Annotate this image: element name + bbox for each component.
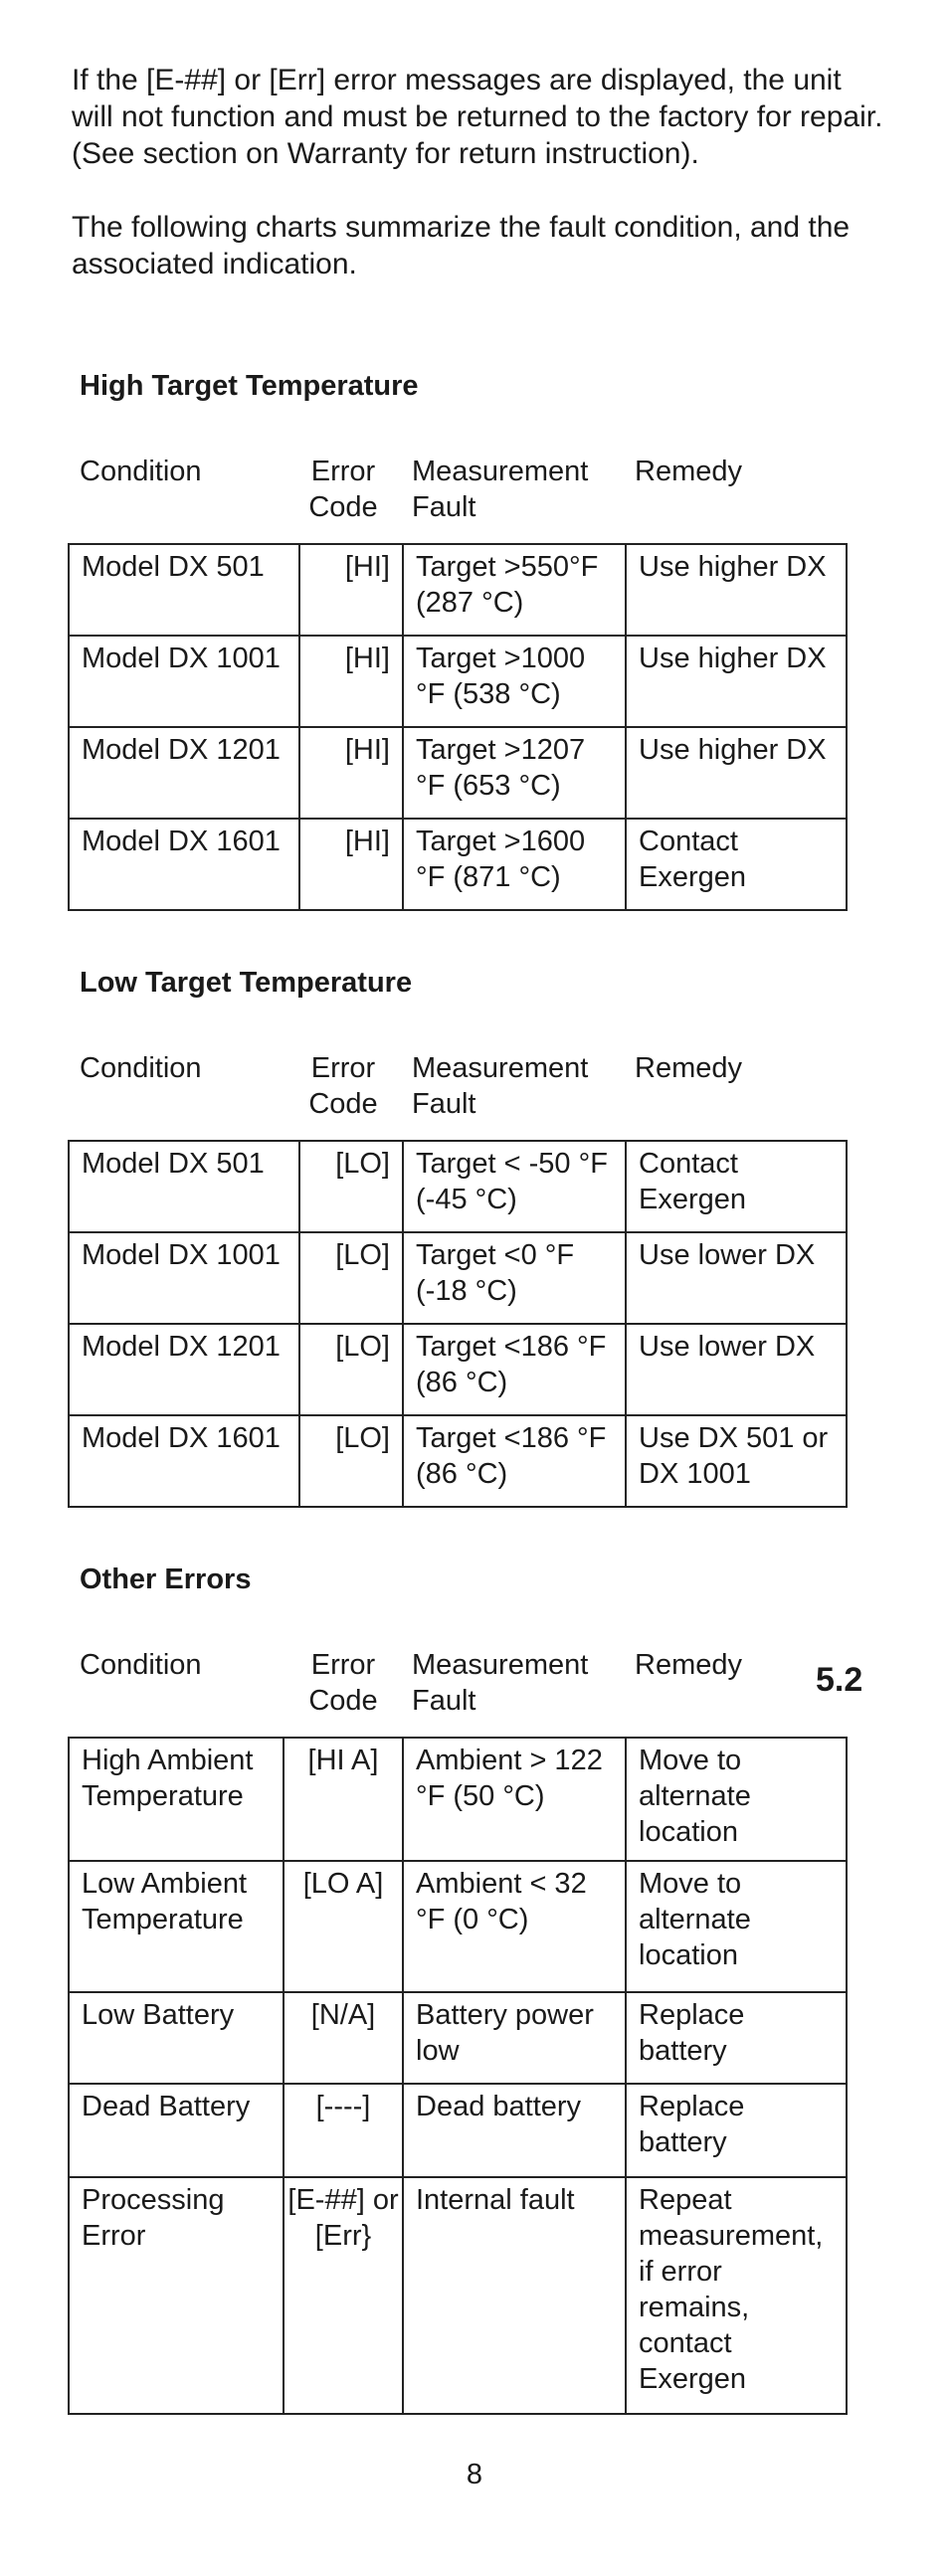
cell-remedy: Use higher DX (626, 544, 847, 636)
cell-condition: Model DX 1201 (69, 1324, 299, 1415)
cell-condition: Model DX 501 (69, 544, 299, 636)
high-target-table (68, 543, 848, 911)
table-row (69, 1415, 847, 1507)
cell-fault: Battery power low (403, 1992, 626, 2084)
cell-error-code: [HI] (299, 544, 403, 636)
cell-condition: Model DX 1001 (69, 636, 299, 727)
table-row (69, 2177, 847, 2414)
cell-fault: Internal fault (403, 2177, 626, 2414)
cell-fault: Target <186 °F (86 °C) (403, 1415, 626, 1507)
cell-condition: Model DX 1601 (69, 1415, 299, 1507)
header-condition: Condition (80, 456, 202, 487)
cell-error-code: [HI] (299, 819, 403, 910)
table-row (69, 727, 847, 819)
cell-error-code: [N/A] (284, 1992, 403, 2084)
header-remedy: Remedy (635, 1052, 742, 1084)
table-row (69, 544, 847, 636)
cell-fault: Target < -50 °F (-45 °C) (403, 1141, 626, 1232)
section-title-other-errors: Other Errors (80, 1564, 252, 1595)
header-error-code: Error Code (308, 1649, 378, 1717)
cell-remedy: Contact Exergen (626, 1141, 847, 1232)
header-error-code: Error Code (308, 1052, 378, 1120)
intro-paragraph-2: The following charts summarize the fault condition, and the associated indication. (72, 211, 851, 280)
cell-condition: Dead Battery (69, 2084, 284, 2177)
table-row (69, 1324, 847, 1415)
cell-error-code: [LO] (299, 1232, 403, 1324)
cell-fault: Dead battery (403, 2084, 626, 2177)
header-error-code: Error Code (308, 456, 378, 523)
table-row (69, 1738, 847, 1861)
cell-fault: Target <186 °F (86 °C) (403, 1324, 626, 1415)
cell-condition: Processing Error (69, 2177, 284, 2414)
cell-error-code: [E-##] or [Err} (284, 2177, 403, 2414)
table-row (69, 636, 847, 727)
cell-fault: Ambient < 32 °F (0 °C) (403, 1861, 626, 1992)
header-remedy: Remedy (635, 456, 742, 487)
table-row (69, 819, 847, 910)
cell-condition: Model DX 1601 (69, 819, 299, 910)
cell-condition: High Ambient Temperature (69, 1738, 284, 1861)
table-row (69, 2084, 847, 2177)
cell-error-code: [LO] (299, 1415, 403, 1507)
section-title-high-target: High Target Temperature (80, 370, 419, 402)
cell-remedy: Move to alternate location (626, 1738, 847, 1861)
header-measurement-fault: Measurement Fault (412, 1649, 589, 1717)
cell-remedy: Use lower DX (626, 1324, 847, 1415)
cell-error-code: [LO] (299, 1141, 403, 1232)
cell-remedy: Contact Exergen (626, 819, 847, 910)
cell-error-code: [HI] (299, 636, 403, 727)
table-row (69, 1141, 847, 1232)
cell-condition: Model DX 1201 (69, 727, 299, 819)
section-number-label: 5.2 (816, 1661, 863, 1699)
other-errors-table (68, 1737, 848, 2415)
cell-remedy: Use higher DX (626, 727, 847, 819)
table-row (69, 1992, 847, 2084)
table-row (69, 1861, 847, 1992)
cell-condition: Model DX 1001 (69, 1232, 299, 1324)
cell-fault: Target >1207 °F (653 °C) (403, 727, 626, 819)
cell-remedy: Replace battery (626, 2084, 847, 2177)
intro-paragraph-1: If the [E-##] or [Err] error messages are displayed, the unit will not function and must be returned to the factory for repair. (See section on Warranty for return instruction). (72, 64, 883, 170)
cell-error-code: [LO] (299, 1324, 403, 1415)
cell-remedy: Replace battery (626, 1992, 847, 2084)
page-number: 8 (466, 2459, 483, 2490)
header-condition: Condition (80, 1052, 202, 1084)
header-condition: Condition (80, 1649, 202, 1681)
cell-remedy: Use higher DX (626, 636, 847, 727)
cell-error-code: [HI A] (284, 1738, 403, 1861)
header-measurement-fault: Measurement Fault (412, 456, 589, 523)
cell-remedy: Repeat measurement, if error remains, contact Exergen (626, 2177, 847, 2414)
cell-error-code: [----] (284, 2084, 403, 2177)
header-remedy: Remedy (635, 1649, 742, 1681)
cell-condition: Low Ambient Temperature (69, 1861, 284, 1992)
cell-condition: Low Battery (69, 1992, 284, 2084)
low-target-table (68, 1140, 848, 1508)
cell-remedy: Use lower DX (626, 1232, 847, 1324)
section-title-low-target: Low Target Temperature (80, 967, 413, 999)
header-measurement-fault: Measurement Fault (412, 1052, 589, 1120)
cell-condition: Model DX 501 (69, 1141, 299, 1232)
cell-error-code: [HI] (299, 727, 403, 819)
cell-error-code: [LO A] (284, 1861, 403, 1992)
table-row (69, 1232, 847, 1324)
cell-fault: Target >550°F (287 °C) (403, 544, 626, 636)
cell-remedy: Move to alternate location (626, 1861, 847, 1992)
cell-fault: Target >1600 °F (871 °C) (403, 819, 626, 910)
cell-remedy: Use DX 501 or DX 1001 (626, 1415, 847, 1507)
cell-fault: Target >1000 °F (538 °C) (403, 636, 626, 727)
cell-fault: Target <0 °F (-18 °C) (403, 1232, 626, 1324)
cell-fault: Ambient > 122 °F (50 °C) (403, 1738, 626, 1861)
